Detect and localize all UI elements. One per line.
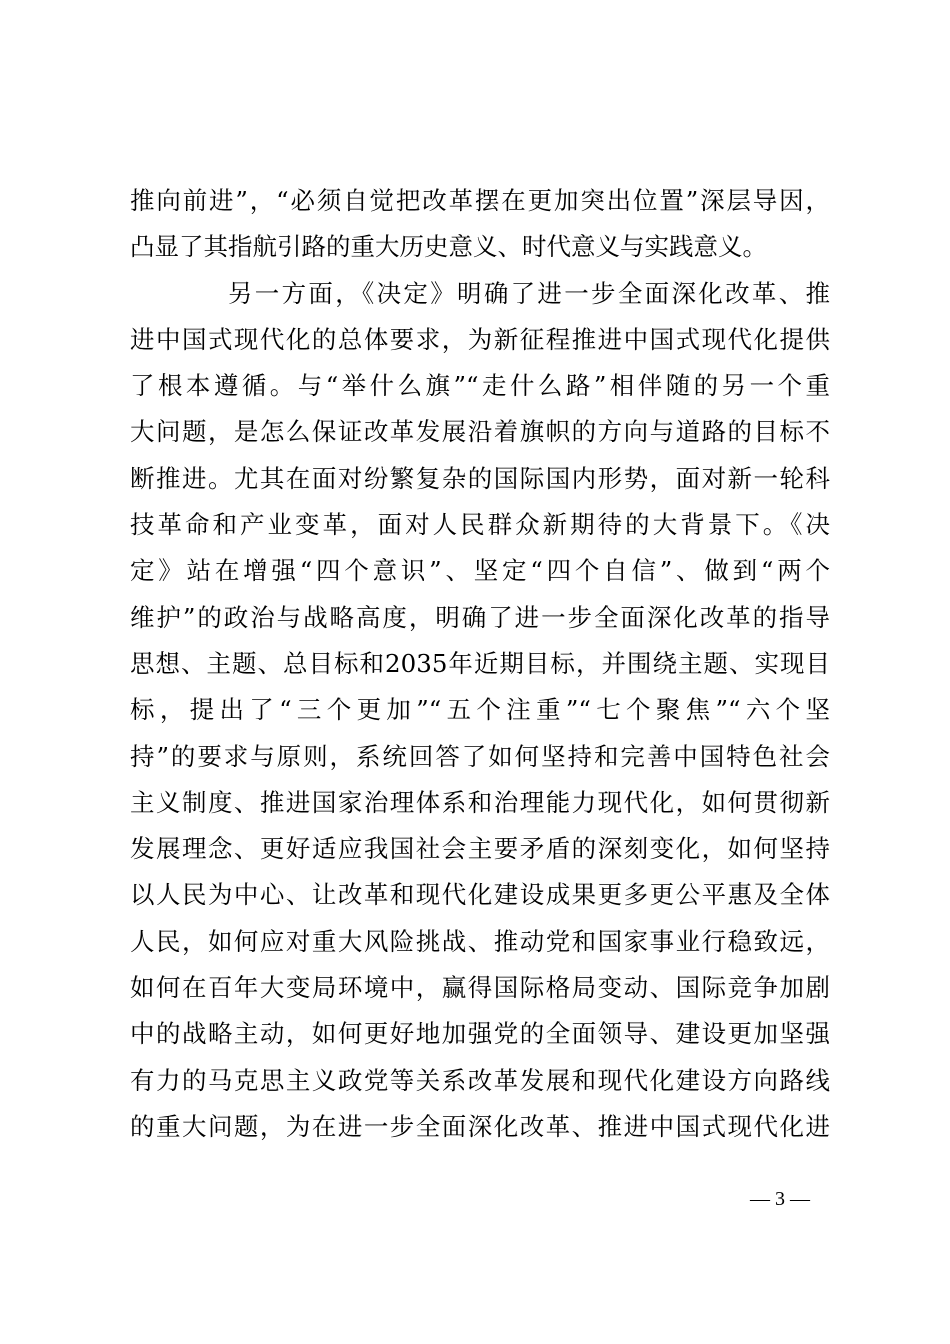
text-line: 的重大问题，为在进一步全面深化改革、推进中国式现代化进 [130,1111,830,1141]
body-text [130,178,830,1150]
text-line: 思想、主题、总目标和2035年近期目标，并围绕主题、实现目 [130,648,830,678]
text-line: 定》站在增强“四个意识”、坚定“四个自信”、做到“两个 [130,556,830,586]
text-line: 发展理念、更好适应我国社会主要矛盾的深刻变化，如何坚持 [130,834,830,864]
text-line: 以人民为中心、让改革和现代化建设成果更多更公平惠及全体 [130,880,830,910]
text-line: 维护”的政治与战略高度，明确了进一步全面深化改革的指导 [130,602,830,632]
text-line: 了根本遵循。与“举什么旗”“走什么路”相伴随的另一个重 [130,371,830,401]
text-line: 有力的马克思主义政党等关系改革发展和现代化建设方向路线 [130,1065,830,1095]
text-line: 主义制度、推进国家治理体系和治理能力现代化，如何贯彻新 [130,787,830,817]
text-line: 推向前进”，“必须自觉把改革摆在更加突出位置”深层导因， [130,186,830,215]
text-line: 凸显了其指航引路的重大历史意义、时代意义与实践意义。 [130,232,767,262]
text-line: 如何在百年大变局环境中，赢得国际格局变动、国际竞争加剧 [130,973,830,1003]
text-line: 人民，如何应对重大风险挑战、推动党和国家事业行稳致远， [130,926,830,956]
text-line: 进中国式现代化的总体要求，为新征程推进中国式现代化提供 [130,324,830,354]
text-line: 大问题，是怎么保证改革发展沿着旗帜的方向与道路的目标不 [130,417,830,447]
text-line: 标，提出了“三个更加”“五个注重”“七个聚焦”“六个坚 [130,695,830,725]
text-line: 断推进。尤其在面对纷繁复杂的国际国内形势，面对新一轮科 [130,463,830,493]
page-number: — 3 — [750,1188,810,1210]
text-line: 中的战略主动，如何更好地加强党的全面领导、建设更加坚强 [130,1019,830,1049]
text-line: 另一方面，《决定》明确了进一步全面深化改革、推 [228,278,830,308]
text-line: 技革命和产业变革，面对人民群众新期待的大背景下。《决 [130,510,830,540]
text-line: 持”的要求与原则，系统回答了如何坚持和完善中国特色社会 [130,741,830,771]
